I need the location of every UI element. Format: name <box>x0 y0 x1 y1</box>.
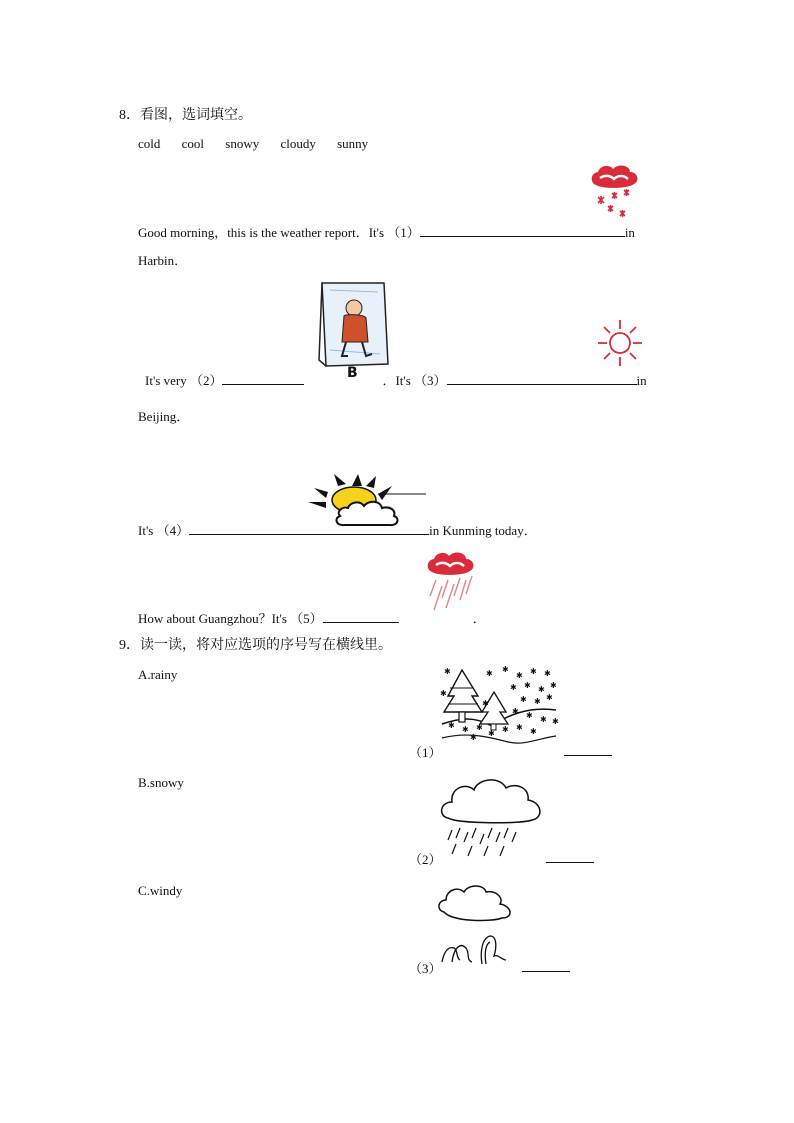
sentence-1 <box>138 222 635 241</box>
svg-text:✱: ✱ <box>546 693 553 702</box>
windy-icon <box>436 882 518 968</box>
sentence-1-in: in <box>624 225 635 240</box>
q9-title: 9．读一读，将对应选项的序号写在横线里。 <box>119 638 392 653</box>
rainy-cloud-icon <box>438 776 544 856</box>
svg-text:✱: ✱ <box>530 727 537 736</box>
snowy-scene-icon <box>440 666 558 746</box>
word-bank <box>138 136 368 152</box>
svg-text:✱: ✱ <box>488 729 495 738</box>
sentence-2-text: It's very （2） <box>145 373 223 388</box>
svg-text:✱: ✱ <box>462 725 469 734</box>
svg-text:✱: ✱ <box>540 715 547 724</box>
sentence-2 <box>145 370 647 389</box>
svg-text:✱: ✱ <box>476 723 483 732</box>
svg-text:✱: ✱ <box>520 695 527 704</box>
svg-text:✱: ✱ <box>510 683 517 692</box>
sentence-2-mid: ．It's （3） <box>382 373 447 388</box>
label-1: （1） <box>409 745 442 760</box>
svg-text:✱: ✱ <box>516 723 523 732</box>
svg-text:✱: ✱ <box>526 711 533 720</box>
label-2: （2） <box>409 852 442 867</box>
svg-text:✱: ✱ <box>502 665 509 674</box>
word-snowy: snowy <box>225 136 260 151</box>
rain-cloud-icon <box>424 550 482 616</box>
svg-text:✱: ✱ <box>470 733 477 742</box>
svg-text:✱: ✱ <box>482 699 489 708</box>
svg-text:✱: ✱ <box>512 707 519 716</box>
svg-text:✱: ✱ <box>440 689 447 698</box>
word-cold: cold <box>138 136 161 151</box>
snow-cloud-icon <box>588 163 643 228</box>
sentence-3-text: It's （4） <box>138 523 190 538</box>
option-b: B.snowy <box>138 775 184 790</box>
option-c: C.windy <box>138 883 183 898</box>
option-a: A.rainy <box>138 667 178 682</box>
sentence-3 <box>138 520 537 539</box>
answer-blank-3[interactable] <box>447 374 637 385</box>
svg-text:✱: ✱ <box>448 721 455 730</box>
svg-text:✱: ✱ <box>444 667 451 676</box>
svg-text:✱: ✱ <box>530 667 537 676</box>
svg-text:✱: ✱ <box>534 697 541 706</box>
svg-text:✱: ✱ <box>552 717 559 726</box>
sentence-2-in: in <box>636 373 647 388</box>
answer-blank-1[interactable] <box>420 226 625 237</box>
sentence-4-text: How about Guangzhou？It's （5） <box>138 611 323 626</box>
word-cloudy: cloudy <box>280 136 316 151</box>
answer-line-1[interactable] <box>564 745 612 756</box>
sentence-4 <box>138 608 486 627</box>
svg-text:✱: ✱ <box>538 685 545 694</box>
answer-blank-2[interactable] <box>222 374 304 385</box>
sentence-1-text: Good morning，this is the weather report．It's （1） <box>138 225 420 240</box>
label-3: （3） <box>409 961 442 976</box>
word-cool: cool <box>181 136 205 151</box>
answer-blank-5[interactable] <box>323 612 399 623</box>
book-letter: B <box>347 365 358 381</box>
sentence-3-tail: in Kunming today． <box>429 523 537 538</box>
q8-title: 8．看图，选词填空。 <box>119 108 252 123</box>
svg-text:✱: ✱ <box>550 681 557 690</box>
answer-line-3[interactable] <box>522 961 570 972</box>
cold-boy-book-icon <box>318 280 392 380</box>
sun-icon <box>598 318 642 368</box>
answer-blank-4[interactable] <box>189 524 429 535</box>
sentence-4-tail: ． <box>472 611 486 626</box>
word-sunny: sunny <box>337 136 369 151</box>
svg-text:✱: ✱ <box>502 725 509 734</box>
svg-text:✱: ✱ <box>516 671 523 680</box>
svg-text:✱: ✱ <box>524 681 531 690</box>
city-beijing: Beijing． <box>138 409 190 424</box>
svg-text:✱: ✱ <box>486 669 493 678</box>
answer-line-2[interactable] <box>546 852 594 863</box>
city-harbin: Harbin． <box>138 253 188 268</box>
svg-text:✱: ✱ <box>544 669 551 678</box>
